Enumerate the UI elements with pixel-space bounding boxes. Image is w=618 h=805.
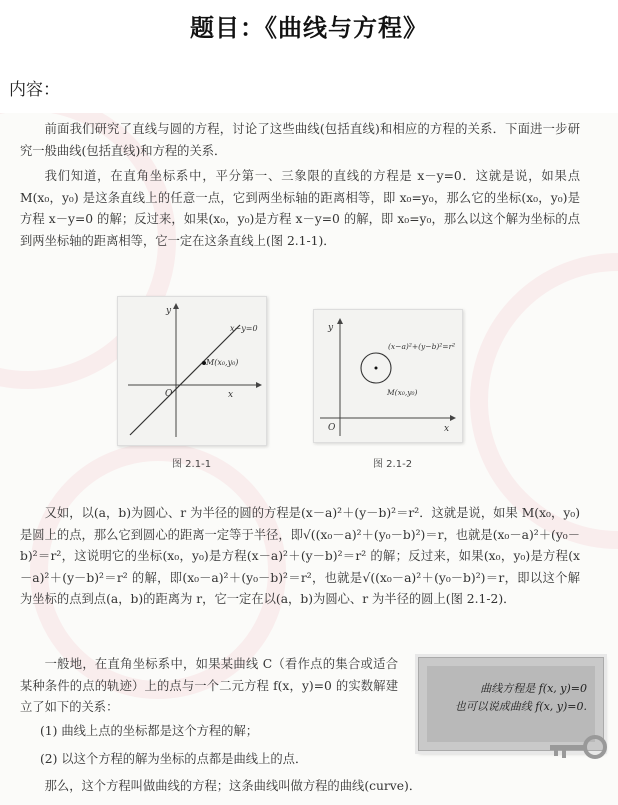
fig1-axis-y: y <box>166 306 172 316</box>
note-card-line-2: 也可以说成曲线 f(x, y)=0. <box>454 700 587 713</box>
note-card-line-1: 曲线方程是 f(x, y)=0 <box>480 682 587 695</box>
paragraph-conclusion: 那么，这个方程叫做曲线的方程；这条曲线叫做方程的曲线(curve)． <box>44 779 422 793</box>
fig1-line-label: x−y=0 <box>230 324 258 333</box>
figure-2-1-2-graph <box>314 310 462 442</box>
paragraph-intro: 前面我们研究了直线与圆的方程，讨论了这些曲线(包括直线)和相应的方程的关系．下面进一步研究一般曲线(包括直线)和方程的关系． <box>20 122 580 158</box>
fig1-axis-x: x <box>228 390 234 400</box>
fig2-axis-x: x <box>444 424 450 434</box>
fig2-circle-label: (x−a)²+(y−b)²=r² <box>388 342 456 351</box>
figure-2-1-1 <box>117 296 267 446</box>
fig2-point-label: M(x₀,y₀) <box>387 388 418 397</box>
textbook-scan <box>0 113 618 805</box>
paragraph-line-example: 我们知道，在直角坐标系中，平分第一、三象限的直线的方程是 x－y=0．这就是说，如果点 M(x₀，y₀) 是这条直线上的任意一点，它到两坐标轴的距离相等，即 x₀=y₀，那么它的坐标(x₀，y₀)是方程 x－y=0 的解；反过来，如果(x₀，y₀)是方程 x－y=0 的解，即 x₀=y₀，那么以这个解为坐标的点到两坐标轴的距离相等，它一定在这条直线上(图 2.1-1)． <box>20 169 580 248</box>
paragraph-definition: 一般地，在直角坐标系中，如果某曲线 C（看作点的集合或适合某种条件的点的轨迹）上的点与一个二元方程 f(x，y)=0 的实数解建立了如下的关系： <box>20 657 398 714</box>
figure-2-1-2-caption: 图 2.1-2 <box>373 459 413 470</box>
condition-1: (1) 曲线上点的坐标都是这个方程的解； <box>40 724 259 738</box>
page-title: 题目：《曲线与方程》 <box>190 14 428 42</box>
figure-2-1-2 <box>313 309 463 443</box>
paragraph-circle-example: 又如，以(a，b)为圆心、r 为半径的圆的方程是(x－a)²＋(y－b)²＝r²．这就是说，如果 M(x₀，y₀) 是圆上的点，那么它到圆心的距离一定等于半径，即√((x₀－a)²＋(y₀－b)²)＝r，也就是(x₀－a)²＋(y₀－b)²＝r²，这说明它的坐标(x₀，y₀)是方程(x－a)²＋(y－b)²＝r² 的解；反过来，如果(x₀，y₀)是方程(x－a)²＋(y－b)²＝r² 的解，即(x₀－a)²＋(y₀－b)²＝r²，也就是√((x₀－a)²＋(y₀－b)²)＝r，即以这个解为坐标的点到点(a，b)的距离为 r，它一定在以(a，b)为圆心、r 为半径的圆上(图 2.1-2)． <box>20 506 580 606</box>
figure-2-1-1-graph <box>118 297 266 445</box>
figure-2-1-1-caption: 图 2.1-1 <box>172 459 212 470</box>
fig1-point-label: M(x₀,y₀) <box>206 358 239 367</box>
fig1-origin: O <box>165 389 173 399</box>
fig2-axis-y: y <box>328 323 334 333</box>
fig2-origin: O <box>328 423 336 433</box>
content-label: 内容： <box>9 80 60 100</box>
condition-2: (2) 以这个方程的解为坐标的点都是曲线上的点． <box>40 752 308 766</box>
key-icon <box>540 733 610 773</box>
